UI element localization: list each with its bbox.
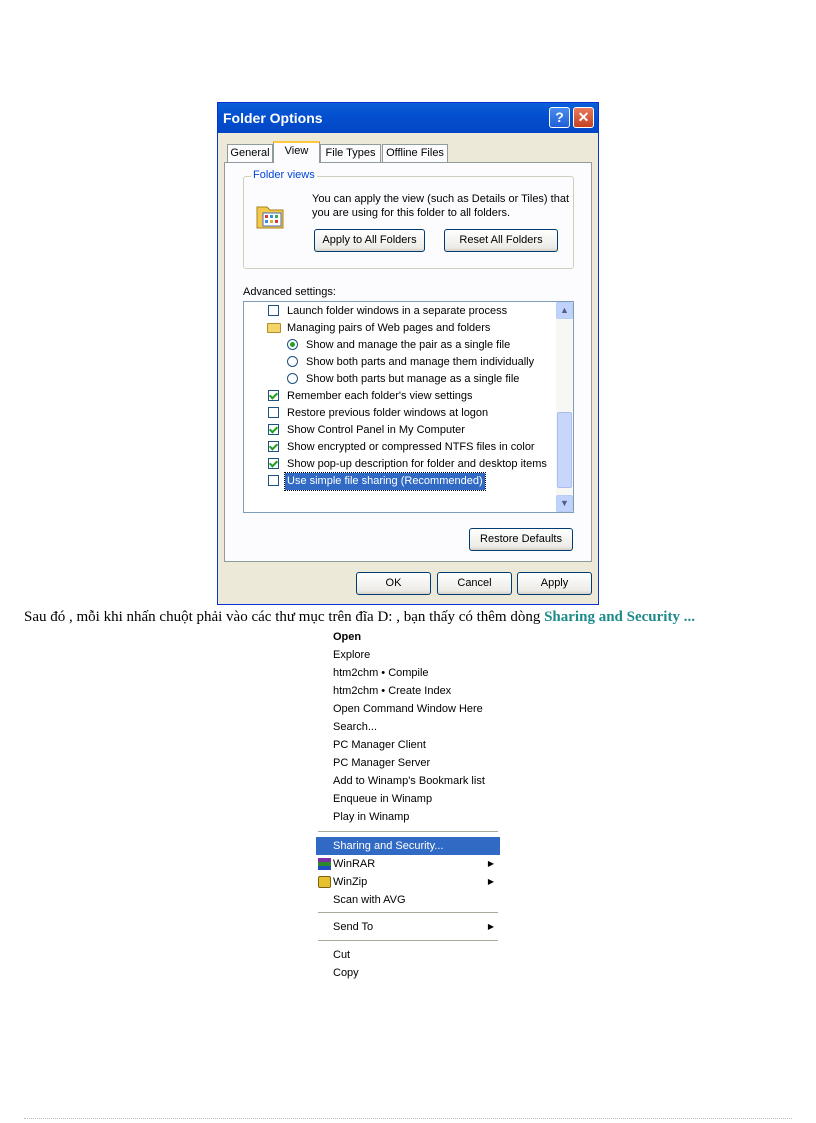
winrar-icon: [318, 858, 331, 870]
menu-item-enqueue-winamp[interactable]: [316, 790, 500, 808]
menu-item-label: Search...: [333, 721, 378, 733]
menu-item-label: Cut: [333, 949, 351, 961]
menu-item-label: Open Command Window Here: [333, 703, 483, 715]
checkbox[interactable]: [268, 441, 279, 452]
list-item-label: Show encrypted or compressed NTFS files in color: [287, 441, 535, 453]
folder-views-icon: [255, 199, 285, 231]
list-item-label: Launch folder windows in a separate process: [287, 305, 508, 317]
menu-item-winamp-bookmark[interactable]: [316, 772, 500, 790]
menu-item-label: Scan with AVG: [333, 894, 406, 906]
checkbox[interactable]: [268, 305, 279, 316]
restore-defaults-button[interactable]: Restore Defaults: [469, 528, 573, 551]
menu-item-htm2chm-create-index[interactable]: [316, 682, 500, 700]
list-item-label: Remember each folder's view settings: [287, 390, 473, 402]
folder-views-group: [243, 169, 574, 269]
tab-view[interactable]: View: [273, 141, 320, 163]
list-item-label: Show and manage the pair as a single file: [306, 339, 511, 351]
list-item-label: Show both parts and manage them individually: [306, 356, 535, 368]
menu-item-cut[interactable]: [316, 946, 500, 964]
apply-button[interactable]: Apply: [517, 572, 592, 595]
list-item-label: Show both parts but manage as a single file: [306, 373, 520, 385]
checkbox[interactable]: [268, 458, 279, 469]
submenu-arrow-icon: ▶: [487, 859, 494, 868]
menu-item-sharing-security[interactable]: [316, 837, 500, 855]
folder-icon: [267, 323, 281, 333]
menu-separator: [318, 940, 498, 941]
menu-item-label: Open: [333, 631, 362, 643]
radio-button[interactable]: [287, 356, 298, 367]
view-tab-panel: [224, 162, 592, 562]
menu-item-open[interactable]: [316, 628, 500, 646]
submenu-arrow-icon: ▶: [487, 877, 494, 886]
ok-button[interactable]: OK: [356, 572, 431, 595]
menu-item-label: htm2chm • Create Index: [333, 685, 452, 697]
menu-item-label: Sharing and Security...: [333, 840, 444, 852]
title-bar[interactable]: [218, 103, 598, 133]
dialog-title: Folder Options: [223, 110, 323, 126]
menu-item-label: Explore: [333, 649, 371, 661]
menu-item-winzip[interactable]: [316, 873, 500, 891]
list-item-label: Restore previous folder windows at logon: [287, 407, 489, 419]
folder-views-legend: Folder views: [253, 169, 315, 181]
advanced-settings-list[interactable]: [243, 301, 574, 513]
cancel-button[interactable]: Cancel: [437, 572, 512, 595]
folder-options-dialog: [217, 102, 599, 605]
tab-file-types[interactable]: File Types: [320, 144, 381, 162]
caption-paragraph: [24, 609, 695, 626]
scroll-up-icon[interactable]: ▲: [556, 302, 573, 319]
menu-item-label: PC Manager Server: [333, 757, 431, 769]
checkbox[interactable]: [268, 424, 279, 435]
menu-item-scan-avg[interactable]: [316, 891, 500, 909]
close-button[interactable]: ✕: [573, 107, 594, 128]
menu-item-pc-manager-client[interactable]: [316, 736, 500, 754]
menu-item-explore[interactable]: [316, 646, 500, 664]
menu-item-label: WinZip: [333, 876, 368, 888]
advanced-settings-label: Advanced settings:: [243, 286, 336, 298]
caption-text: Sau đó , mỗi khi nhấn chuột phải vào các thư mục trên đĩa D: , bạn thấy có thêm dòng: [24, 609, 545, 625]
menu-item-label: htm2chm • Compile: [333, 667, 429, 679]
reset-all-folders-button[interactable]: Reset All Folders: [444, 229, 558, 252]
apply-to-all-folders-button[interactable]: Apply to All Folders: [314, 229, 425, 252]
tab-offline-files[interactable]: Offline Files: [382, 144, 448, 162]
menu-separator: [318, 912, 498, 913]
list-item-label: Show pop-up description for folder and desktop items: [287, 458, 547, 470]
menu-item-label: Copy: [333, 967, 359, 979]
list-item-label-selected: Use simple file sharing (Recommended): [285, 473, 485, 490]
list-item-label: Show Control Panel in My Computer: [287, 424, 465, 436]
menu-item-label: Enqueue in Winamp: [333, 793, 433, 805]
checkbox[interactable]: [268, 390, 279, 401]
menu-item-label: Add to Winamp's Bookmark list: [333, 775, 485, 787]
menu-item-htm2chm-compile[interactable]: [316, 664, 500, 682]
menu-item-label: WinRAR: [333, 858, 376, 870]
menu-item-copy[interactable]: [316, 964, 500, 982]
folder-views-description: You can apply the view (such as Details or Tiles) that you are using for this folder to all folders.: [312, 193, 570, 219]
help-button[interactable]: ?: [549, 107, 570, 128]
radio-button[interactable]: [287, 373, 298, 384]
menu-item-label: Send To: [333, 921, 374, 933]
submenu-arrow-icon: ▶: [487, 922, 494, 931]
winzip-icon: [318, 876, 331, 888]
menu-item-open-command-window[interactable]: [316, 700, 500, 718]
menu-item-label: Play in Winamp: [333, 811, 410, 823]
scroll-down-icon[interactable]: ▼: [556, 495, 573, 512]
checkbox[interactable]: [268, 407, 279, 418]
menu-item-send-to[interactable]: [316, 918, 500, 936]
caption-highlight: Sharing and Security ...: [544, 609, 695, 625]
context-menu: [316, 628, 500, 986]
list-item-label: Managing pairs of Web pages and folders: [287, 322, 491, 334]
menu-separator: [318, 831, 498, 832]
vertical-scrollbar[interactable]: [556, 302, 573, 512]
checkbox[interactable]: [268, 475, 279, 486]
page-footer-divider: [24, 1118, 792, 1119]
scroll-thumb[interactable]: [557, 412, 572, 488]
menu-item-label: PC Manager Client: [333, 739, 426, 751]
radio-button[interactable]: [287, 339, 298, 350]
tab-general[interactable]: General: [227, 144, 273, 162]
menu-item-search[interactable]: [316, 718, 500, 736]
menu-item-play-winamp[interactable]: [316, 808, 500, 826]
menu-item-winrar[interactable]: [316, 855, 500, 873]
menu-item-pc-manager-server[interactable]: [316, 754, 500, 772]
